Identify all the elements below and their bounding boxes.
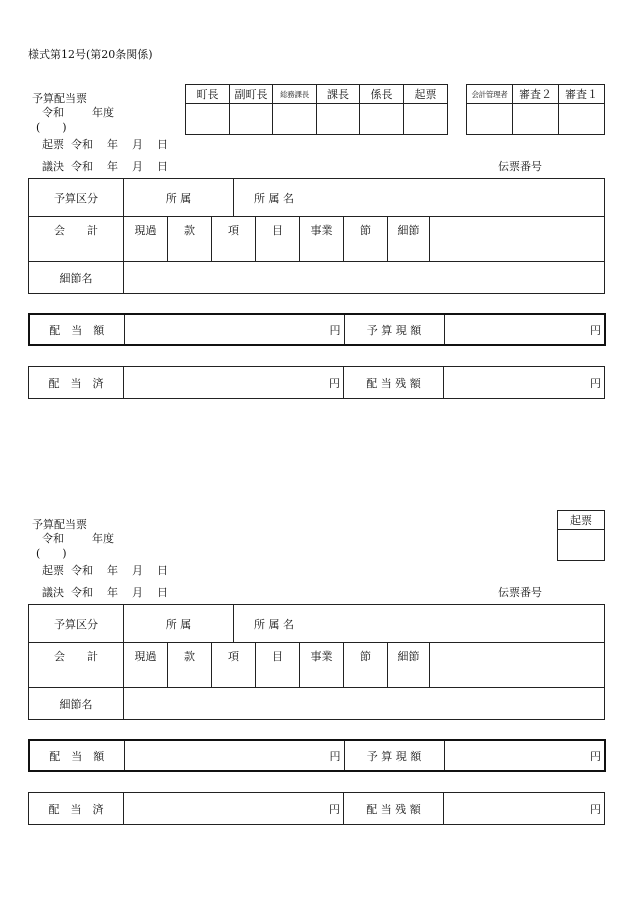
stamp-box[interactable] bbox=[273, 104, 317, 135]
moku-label: 目 bbox=[256, 643, 300, 688]
jigyou-label: 事業 bbox=[300, 217, 344, 262]
stamp-header-review-1: 審査１ bbox=[559, 85, 605, 104]
genka-label: 現過 bbox=[124, 217, 168, 262]
nendo-label: 年度 bbox=[92, 106, 114, 119]
allot-balance-field[interactable] bbox=[444, 367, 605, 399]
form-title: 予算配当票 bbox=[32, 518, 87, 531]
stamp-header-section-chief: 課長 bbox=[317, 85, 360, 104]
budget-current-field[interactable] bbox=[444, 740, 605, 771]
stamp-box[interactable] bbox=[404, 104, 448, 135]
form-title: 予算配当票 bbox=[32, 92, 87, 105]
allotment-field[interactable] bbox=[124, 740, 344, 771]
saisetsu-label: 細節 bbox=[388, 217, 430, 262]
allot-balance-label: 配 当 残 額 bbox=[344, 367, 444, 399]
allotment-field[interactable] bbox=[124, 314, 344, 345]
account-code-field[interactable] bbox=[430, 217, 605, 262]
jigyou-label: 事業 bbox=[300, 643, 344, 688]
saisetsu-name-field[interactable] bbox=[124, 688, 605, 720]
giketsu-date: 議決 令和 年 月 日 bbox=[42, 586, 168, 599]
account-code-field[interactable] bbox=[430, 643, 605, 688]
reiwa-label: 令和 bbox=[42, 532, 64, 545]
kou-label: 項 bbox=[212, 643, 256, 688]
stamp-box[interactable] bbox=[559, 104, 605, 135]
setsu-label: 節 bbox=[344, 217, 388, 262]
approval-stamp-table bbox=[185, 84, 448, 135]
affiliation-name-label[interactable]: 所 属 名 bbox=[234, 179, 605, 217]
yen-unit: 円 bbox=[590, 749, 601, 763]
allotted-label: 配 当 済 bbox=[29, 793, 124, 825]
stamp-header-accounting-manager: 会計管理者 bbox=[467, 85, 513, 104]
stamp-header-drafter: 起票 bbox=[558, 511, 605, 530]
stamp-header-mayor: 町長 bbox=[186, 85, 230, 104]
allot-balance-field[interactable] bbox=[444, 793, 605, 825]
allotted-field[interactable] bbox=[124, 793, 344, 825]
yen-unit: 円 bbox=[590, 376, 601, 390]
stamp-box[interactable] bbox=[360, 104, 404, 135]
budget-category-table bbox=[28, 604, 605, 720]
allotment-table bbox=[28, 313, 606, 346]
allotted-label: 配 当 済 bbox=[29, 367, 124, 399]
affiliation-name-label[interactable]: 所 属 名 bbox=[234, 605, 605, 643]
affiliation-label: 所 属 bbox=[124, 605, 234, 643]
stamp-header-deputy-mayor: 副町長 bbox=[230, 85, 273, 104]
account-label: 会 計 bbox=[29, 643, 124, 688]
saisetsu-name-field[interactable] bbox=[124, 262, 605, 294]
genka-label: 現過 bbox=[124, 643, 168, 688]
kan-label: 款 bbox=[168, 643, 212, 688]
drafter-stamp-table bbox=[557, 510, 605, 561]
stamp-header-drafter: 起票 bbox=[404, 85, 448, 104]
allotted-table bbox=[28, 366, 605, 399]
form-number: 様式第12号(第20条関係) bbox=[28, 48, 153, 61]
yen-unit: 円 bbox=[590, 323, 601, 337]
allot-balance-label: 配 当 残 額 bbox=[344, 793, 444, 825]
stamp-box[interactable] bbox=[317, 104, 360, 135]
account-label: 会 計 bbox=[29, 217, 124, 262]
reiwa-label: 令和 bbox=[42, 106, 64, 119]
stamp-box[interactable] bbox=[230, 104, 273, 135]
stamp-header-subsection-chief: 係長 bbox=[360, 85, 404, 104]
saisetsu-name-label: 細節名 bbox=[29, 688, 124, 720]
stamp-box[interactable] bbox=[513, 104, 559, 135]
giketsu-date: 議決 令和 年 月 日 bbox=[42, 160, 168, 173]
budget-category-table bbox=[28, 178, 605, 294]
kihyo-date: 起票 令和 年 月 日 bbox=[42, 564, 168, 577]
budget-current-field[interactable] bbox=[444, 314, 605, 345]
kihyo-date: 起票 令和 年 月 日 bbox=[42, 138, 168, 151]
yen-unit: 円 bbox=[329, 802, 340, 816]
stamp-header-general-affairs: 総務課長 bbox=[273, 85, 317, 104]
paren-field: ( ) bbox=[36, 121, 67, 134]
stamp-box[interactable] bbox=[558, 530, 605, 561]
affiliation-label: 所 属 bbox=[124, 179, 234, 217]
budget-category-label: 予算区分 bbox=[29, 605, 124, 643]
saisetsu-label: 細節 bbox=[388, 643, 430, 688]
yen-unit: 円 bbox=[590, 802, 601, 816]
budget-current-label: 予 算 現 額 bbox=[344, 314, 444, 345]
stamp-header-review-2: 審査２ bbox=[513, 85, 559, 104]
budget-category-label: 予算区分 bbox=[29, 179, 124, 217]
slip-number-label: 伝票番号 bbox=[498, 160, 542, 173]
nendo-label: 年度 bbox=[92, 532, 114, 545]
accounting-stamp-table bbox=[466, 84, 605, 135]
kan-label: 款 bbox=[168, 217, 212, 262]
allotment-label: 配 当 額 bbox=[29, 314, 124, 345]
stamp-box[interactable] bbox=[467, 104, 513, 135]
yen-unit: 円 bbox=[329, 749, 341, 763]
allotment-label: 配 当 額 bbox=[29, 740, 124, 771]
yen-unit: 円 bbox=[329, 376, 340, 390]
yen-unit: 円 bbox=[329, 323, 341, 337]
allotted-table bbox=[28, 792, 605, 825]
allotted-field[interactable] bbox=[124, 367, 344, 399]
moku-label: 目 bbox=[256, 217, 300, 262]
budget-current-label: 予 算 現 額 bbox=[344, 740, 444, 771]
saisetsu-name-label: 細節名 bbox=[29, 262, 124, 294]
kou-label: 項 bbox=[212, 217, 256, 262]
slip-number-label: 伝票番号 bbox=[498, 586, 542, 599]
stamp-box[interactable] bbox=[186, 104, 230, 135]
paren-field: ( ) bbox=[36, 547, 67, 560]
setsu-label: 節 bbox=[344, 643, 388, 688]
allotment-table bbox=[28, 739, 606, 772]
